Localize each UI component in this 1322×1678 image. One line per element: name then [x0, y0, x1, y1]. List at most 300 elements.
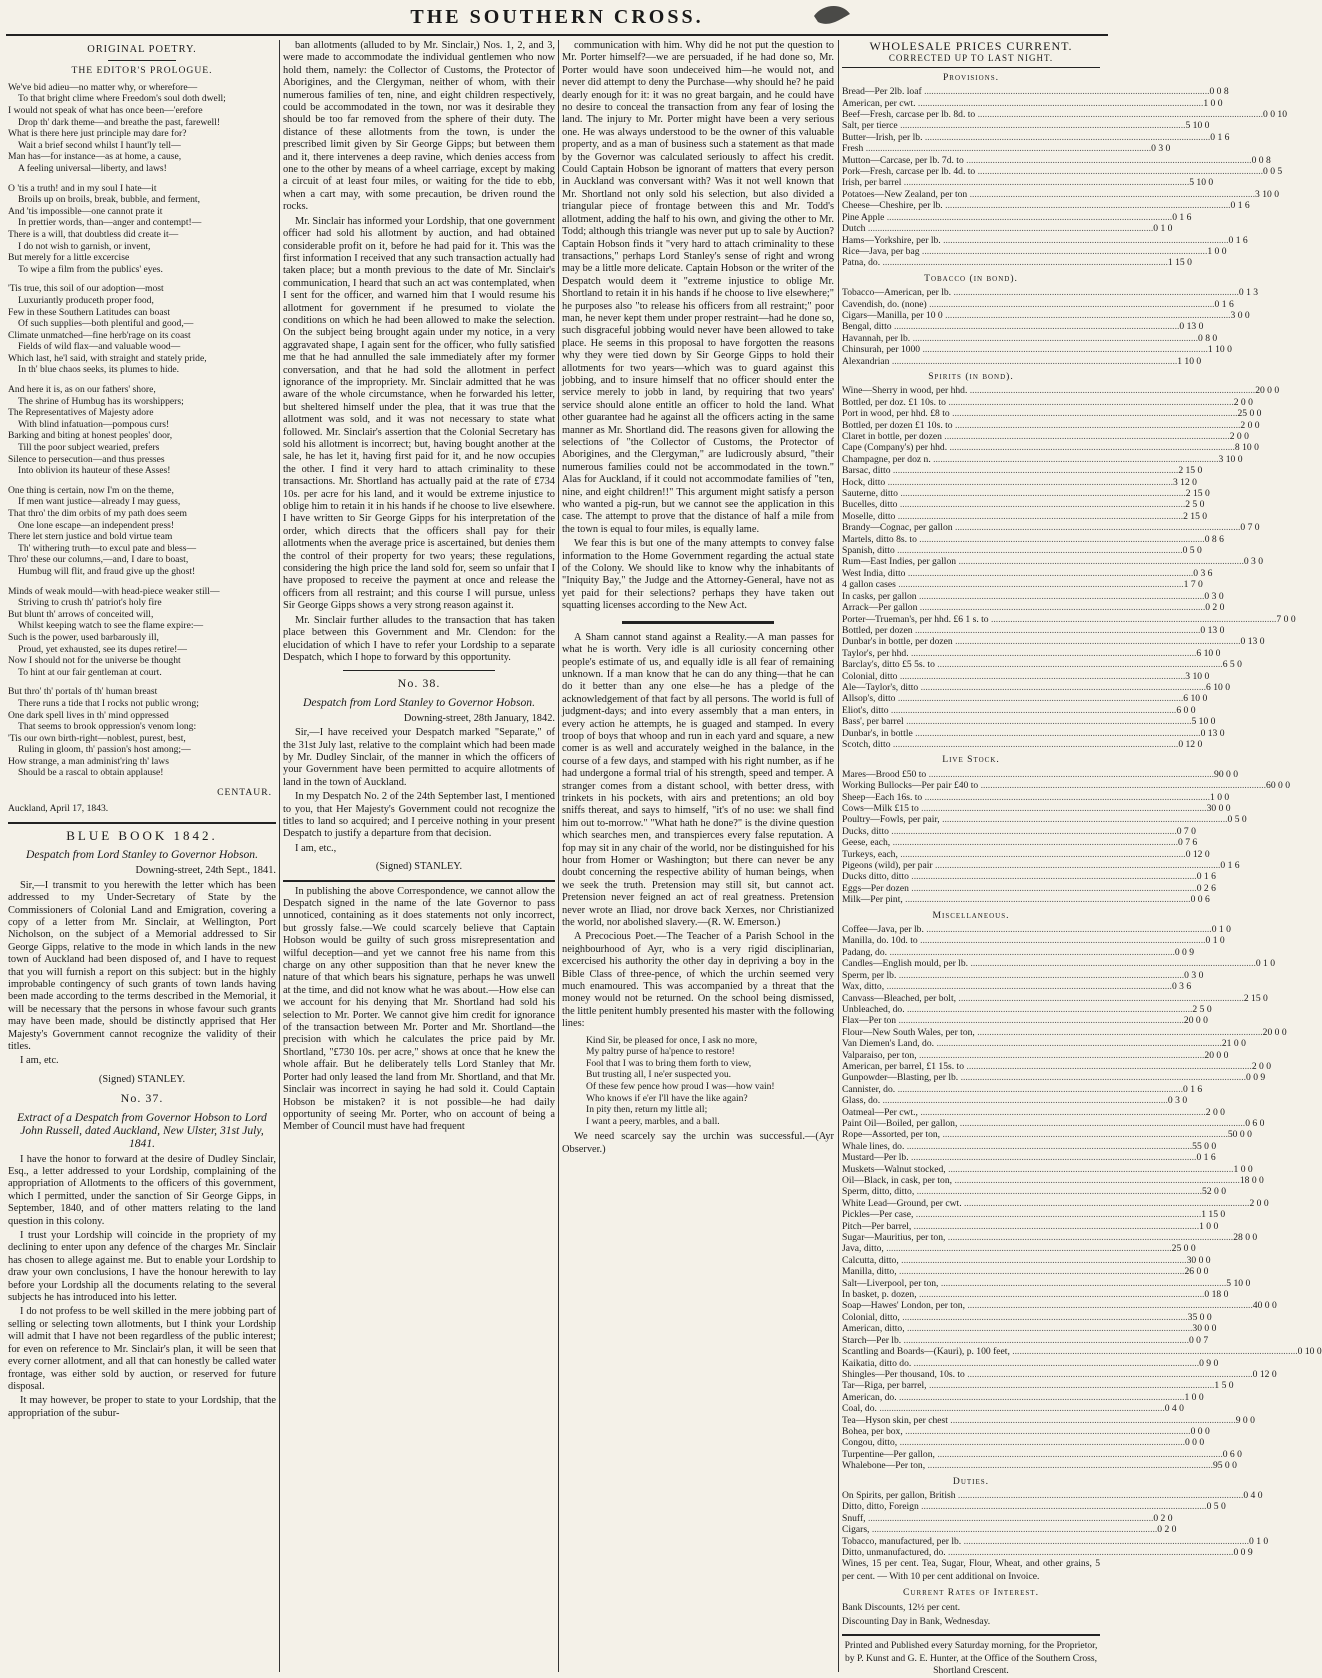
poem-stanza	[8, 384, 276, 477]
price-row	[842, 1163, 1253, 1175]
poem-line: Humbug will flit, and fraud give up the ghost!	[18, 565, 196, 577]
price-item: Chinsurah, per 1000 .....	[842, 344, 1208, 355]
price-item: Bottled, per dozen .....	[842, 625, 1200, 636]
price-row	[842, 309, 1250, 321]
despatch-body	[8, 880, 276, 1054]
poem-stanza	[8, 82, 276, 175]
price-item: Gunpowder—Blasting, per lb. .....	[842, 1072, 1246, 1083]
price-value: 0 0 5	[1263, 166, 1283, 178]
price-value: 0 6 0	[1245, 1117, 1265, 1129]
price-row	[842, 257, 1192, 269]
price-item: Beef—Fresh, carcase per lb. 8d. to .....	[842, 109, 1263, 120]
price-row	[842, 109, 1287, 121]
price-row	[842, 234, 1248, 246]
extract-body	[8, 1154, 276, 1421]
price-row	[842, 1266, 1209, 1278]
price-value: 21 0 0	[1221, 1038, 1246, 1050]
poem-line: Luxuriantly produceth proper food,	[18, 294, 154, 306]
poem-line: A feeling universal—liberty, and laws!	[18, 162, 167, 174]
price-value: 0 7 6	[1178, 837, 1198, 849]
price-item: Allsop's, ditto .....	[842, 693, 1183, 704]
price-item: Wax, ditto, .....	[842, 981, 1172, 992]
price-row	[842, 716, 1216, 728]
price-item: Bengal, ditto .....	[842, 321, 1179, 332]
price-value: 1 5 0	[1214, 1380, 1234, 1392]
price-value: 0 0 9	[1174, 946, 1195, 958]
price-row	[842, 1346, 1322, 1358]
price-value: 0 0 6	[1190, 894, 1210, 906]
article-end: We need scarcely say the urchin was successful.—(Ayr Observer.)	[562, 1131, 834, 1155]
price-item: Coffee—Java, per lb. .....	[842, 924, 1212, 935]
price-item: Geese, each, .....	[842, 837, 1178, 848]
price-item: Barsac, ditto .....	[842, 465, 1178, 476]
paragraph: Mr. Sinclair further alludes to the transaction that has taken place between this Government and Mr. Clendon: for the elucidation of which I have to refer your Lordship to a separate Despatch, which I hope to forward by this opportunity.	[283, 614, 555, 663]
masthead: THE SOUTHERN CROSS.	[410, 6, 704, 28]
price-item: Pickles—Per case, .....	[842, 1209, 1201, 1220]
price-row	[842, 1175, 1264, 1186]
price-value: 1 0 0	[1203, 97, 1223, 109]
poem-line: But thro' th' portals of th' human breast	[8, 686, 158, 698]
price-item: Sperm, per lb. .....	[842, 970, 1184, 981]
price-row	[842, 636, 1265, 648]
poem-line: Barking and biting at honest peoples' door,	[8, 430, 173, 442]
price-value: 0 18 0	[1204, 1289, 1229, 1301]
price-item: Eliot's, ditto .....	[842, 705, 1176, 716]
price-item: Working Bullocks—Per pair £40 to .....	[842, 780, 1266, 791]
price-value: 95 0 0	[1212, 1460, 1237, 1472]
price-row	[842, 1140, 1217, 1152]
price-value: 5 10 0	[1185, 120, 1210, 132]
price-value: 6 10 0	[1206, 681, 1230, 693]
price-item: Whalebone—Per ton, .....	[842, 1460, 1213, 1471]
price-item: Muskets—Walnut stocked, .....	[842, 1164, 1234, 1175]
item-number: No. 38.	[397, 676, 441, 691]
price-row	[842, 476, 1197, 488]
paragraph: Sir,—I have received your Despatch marked "Separate," of the 31st July last, relative to the complaint which had been made by Mr. Dudley Sinclair, of the manner in which the officers of your Government have been permitted to acquire allotments of land in the town of Auckland.	[283, 727, 555, 788]
poem-line: Minds of weak mould—with head-piece weaker still—	[8, 585, 220, 597]
price-item: Glass, do. .....	[842, 1095, 1168, 1106]
price-value: 0 13 0	[1179, 321, 1204, 333]
price-value: 0 13 0	[1240, 636, 1265, 648]
price-item: Starch—Per lb. .....	[842, 1335, 1189, 1346]
imprint: Printed and Published every Saturday morning, for the Proprietor, by P. Kunst and G. E. Hunter, at the Office of the Southern Cross, Shortland Crescent.	[842, 1634, 1100, 1677]
price-value: 60 0 0	[1266, 780, 1290, 792]
price-row	[842, 344, 1232, 356]
price-row	[842, 1547, 1253, 1558]
despatch-close: I am, etc.	[20, 1055, 59, 1067]
poem-line: The Representatives of Majesty adore	[8, 407, 154, 419]
price-item: Taylor's, per hhd. .....	[842, 648, 1196, 659]
price-value: 0 1 3	[1238, 287, 1259, 299]
price-value: 30 0 0	[1186, 1254, 1211, 1266]
price-item: Sauterne, ditto .....	[842, 488, 1186, 499]
poem-line: Striving to crush th' patriot's holy fire	[18, 597, 162, 609]
price-value: 2 0 0	[1229, 431, 1249, 442]
price-row	[842, 1300, 1277, 1312]
price-item: Poultry—Fowls, per pair, .....	[842, 814, 1228, 825]
price-item: Alexandrian .....	[842, 356, 1177, 367]
poem-line: There runs a tide that I rocks not public wrong;	[18, 697, 199, 709]
price-row	[842, 647, 1221, 659]
price-row	[842, 1083, 1203, 1095]
price-item: Sugar—Mauritius, per ton, .....	[842, 1232, 1233, 1243]
price-item: Coal, do. .....	[842, 1403, 1165, 1414]
price-item: Padang, do. .....	[842, 947, 1175, 958]
price-item: Pine Apple .....	[842, 212, 1172, 223]
price-value: 0 3 0	[1184, 969, 1204, 981]
price-value: 0 2 0	[1157, 1524, 1177, 1536]
price-row	[842, 442, 1259, 454]
price-value: 0 1 0	[1249, 1535, 1269, 1547]
price-value: 0 13 0	[1200, 624, 1225, 636]
price-item: Pitch—Per barrel, .....	[842, 1221, 1199, 1232]
price-item: Manilla, ditto, .....	[842, 1266, 1184, 1277]
price-item: Dutch .....	[842, 223, 1153, 234]
price-item: Milk—Per pint, .....	[842, 894, 1191, 905]
price-row	[842, 1368, 1277, 1380]
price-item: Claret in bottle, per dozen .....	[842, 431, 1230, 442]
price-row	[842, 120, 1210, 132]
price-item: Hock, ditto .....	[842, 477, 1173, 488]
price-row	[842, 1186, 1227, 1198]
price-row	[842, 1391, 1204, 1403]
price-row	[842, 871, 1216, 883]
poem-line: Should be a rascal to obtain applause!	[18, 767, 164, 779]
price-row	[842, 1129, 1252, 1141]
poem-line: Man has—for instance—as at home, a cause,	[8, 151, 182, 163]
price-item: Ale—Taylor's, ditto .....	[842, 682, 1206, 693]
price-value: 0 3 0	[1167, 1095, 1188, 1107]
poem-line: Climate unmatched—fine herb'rage on its coast	[8, 329, 191, 341]
price-row	[842, 177, 1214, 189]
price-item: Salt—Liverpool, per ton, .....	[842, 1278, 1226, 1289]
price-value: 0 0 9	[1246, 1072, 1266, 1084]
price-section-heading: Live Stock.	[942, 754, 1000, 766]
price-value: 0 0 0	[1190, 1425, 1210, 1437]
price-value: 6 0 0	[1176, 704, 1196, 716]
price-item: Dunbar's, in bottle .....	[842, 728, 1201, 739]
despatch-body	[283, 727, 555, 841]
poem-line: To that bright clime where Freedom's soul doth dwell;	[18, 93, 226, 105]
price-value: 0 1 6	[1214, 298, 1234, 310]
price-value: 0 6 0	[1222, 1448, 1242, 1460]
price-row	[842, 924, 1231, 936]
price-value: 50 0 0	[1227, 1129, 1252, 1141]
prices-title: WHOLESALE PRICES CURRENT.	[869, 39, 1073, 53]
price-value: 40 0 0	[1252, 1300, 1277, 1312]
paragraph: I do not profess to be well skilled in the mere jobbing part of selling or selecting town allotments, but I think your Lordship will admit that I have not been regardless of the public interest; for even on reference to Mr. Sinclair's plan, it will be seen that every corner allotment, and all that can honestly be called water frontage, was either sold by auction, or reserved for future disposal.	[8, 1306, 276, 1392]
price-value: 0 0 0	[1184, 1437, 1205, 1449]
price-item: Rum—East Indies, per gallon .....	[842, 556, 1244, 567]
price-row	[842, 624, 1225, 636]
price-value: 0 0 8	[1251, 154, 1271, 166]
paragraph: In my Despatch No. 2 of the 24th September last, I mentioned to you, that Her Majesty's Government could not recognize the titles to land so acquired; and I perceive nothing in your present Despatch to justify a departure from that decision.	[283, 791, 555, 840]
price-item: Barclay's, ditto £5 5s. to .....	[842, 659, 1223, 670]
price-value: 2 15 0	[1185, 488, 1210, 500]
price-value: 5 10 0	[1189, 177, 1214, 189]
price-value: 0 4 0	[1164, 1403, 1184, 1415]
price-item: Java, ditto, .....	[842, 1243, 1172, 1254]
price-item: Flour—New South Wales, per ton, .....	[842, 1027, 1263, 1038]
price-row	[842, 825, 1196, 837]
despatch-signature: (Signed) STANLEY.	[98, 1073, 186, 1085]
poem-line: One lone escape—an independent press!	[18, 519, 175, 531]
despatch-close: I am, etc.,	[295, 842, 337, 854]
poem-stanza	[8, 283, 276, 376]
price-row	[842, 1106, 1225, 1118]
ink-blot-icon	[812, 0, 852, 32]
price-row	[842, 1501, 1226, 1513]
price-row	[842, 946, 1195, 958]
price-value: 0 1 0	[1255, 958, 1276, 970]
poem-line: Now I should not for the universe be thought	[8, 655, 181, 667]
paragraph: I have the honor to forward at the desire of Dudley Sinclair, Esq., a letter addressed to your Lordship, complaining of the appropriation of Allotments to the officers of this government, which I permitted, under the sanction of Sir George Gipps, in September, 1840, and of other matters relating to the land question in this colony.	[8, 1153, 276, 1227]
price-section-heading: Provisions.	[942, 71, 1000, 83]
extract-title: Extract of a Despatch from Governor Hobson to Lord John Russell, dated Auckland, New Ulster, 31st July, 1841.	[17, 1110, 267, 1150]
divider	[622, 621, 774, 624]
poem-line: 'Tis true, this soil of our adoption—most	[8, 283, 164, 295]
price-value: 30 0 0	[1192, 1323, 1217, 1335]
price-row	[842, 681, 1230, 693]
price-item: Whale lines, do. .....	[842, 1141, 1192, 1152]
price-item: Bread—Per 2lb. loaf .....	[842, 86, 1209, 97]
price-row	[842, 1015, 1208, 1027]
poem	[8, 82, 276, 779]
price-item: Tobacco, manufactured, per lb. .....	[842, 1536, 1249, 1547]
price-row	[842, 556, 1264, 568]
price-item: Canvass—Bleached, per bolt, .....	[842, 993, 1244, 1004]
price-item: Soap—Hawes' London, per ton, .....	[842, 1300, 1253, 1311]
price-row	[842, 453, 1243, 465]
poem-title: THE EDITOR'S PROLOGUE.	[71, 65, 213, 77]
price-row	[842, 670, 1210, 682]
poem-line: I do not wish to garnish, or invent,	[18, 240, 151, 252]
price-row	[842, 1311, 1212, 1323]
price-item: Port in wood, per hhd. £8 to .....	[842, 408, 1237, 419]
price-row	[842, 1535, 1269, 1547]
price-value: 0 1 0	[1211, 924, 1231, 936]
despatch-title: Despatch from Lord Stanley to Governor Hobson.	[26, 848, 258, 862]
price-row	[842, 1220, 1219, 1232]
price-value: 0 3 6	[1193, 567, 1213, 579]
price-value: 52 0 0	[1202, 1186, 1227, 1198]
price-value: 25 0 0	[1237, 408, 1262, 420]
price-item: Colonial, ditto .....	[842, 671, 1185, 682]
price-value: 2 0 0	[1240, 419, 1260, 431]
price-value: 1 7 0	[1183, 579, 1203, 591]
poem-line: Into oblivion its hauteur of these Asses!	[18, 465, 171, 477]
price-row	[842, 613, 1296, 625]
price-item: Pork—Fresh, carcase per lb. 4d. to .....	[842, 166, 1263, 177]
price-item: Irish, per barrel .....	[842, 177, 1189, 188]
price-row	[842, 188, 1280, 200]
price-value: 0 3 6	[1171, 981, 1192, 993]
poem-line: 'Tis our own birth-right—noblest, purest, best,	[8, 732, 186, 744]
price-item: Snuff, .....	[842, 1513, 1153, 1524]
price-item: Mares—Brood £50 to .....	[842, 769, 1214, 780]
poem-line: Proud, yet exhausted, see its dupes retire!—	[18, 643, 187, 655]
price-item: Shingles—Per thousand, 10s. to .....	[842, 1369, 1253, 1380]
price-row	[842, 1289, 1229, 1301]
price-value: 90 0 0	[1214, 768, 1238, 780]
price-row	[842, 1425, 1210, 1437]
price-item: Ducks ditto, ditto .....	[842, 871, 1197, 882]
price-item: Mustard—Per lb. .....	[842, 1152, 1196, 1163]
price-row	[842, 1448, 1242, 1460]
price-item: Unbleached, do. .....	[842, 1004, 1192, 1015]
price-row	[842, 727, 1225, 739]
poem-line: Wait a brief second whilst I haunt'ly tell—	[18, 139, 181, 151]
poem-line: That thro' the dim orbits of my path does seem	[8, 508, 187, 519]
price-row	[842, 154, 1271, 166]
price-item: In basket, p. dozen, .....	[842, 1289, 1204, 1300]
poem-line: Silence to persecution—and thus presses	[8, 453, 165, 465]
poem-signature: CENTAUR.	[217, 787, 272, 799]
poem-line: Thro' these our columns,—and, I dare to boast,	[8, 554, 189, 566]
poem-line: What is there here just principle may dare for?	[8, 128, 187, 140]
price-row	[842, 1117, 1265, 1129]
duties-note: Wines, 15 per cent. Tea, Sugar, Flour, Wheat, and other grains, 5 per cent. — With 10 per cent additional on Invoice.	[842, 1558, 1100, 1582]
price-item: Cows—Milk £15 to .....	[842, 803, 1207, 814]
bluebook-heading: BLUE BOOK 1842.	[66, 827, 218, 843]
price-item: Cavendish, do. (none) .....	[842, 299, 1215, 310]
price-item: Turpentine—Per gallon, .....	[842, 1449, 1223, 1460]
price-value: 18 0 0	[1239, 1175, 1264, 1186]
price-value: 0 1 6	[1183, 1083, 1203, 1095]
price-value: 0 7 0	[1176, 825, 1196, 837]
column-rule	[279, 40, 280, 1672]
price-row	[842, 659, 1242, 671]
price-value: 1 0 0	[1233, 1163, 1253, 1175]
divider	[8, 822, 276, 824]
price-table	[842, 71, 1322, 1559]
price-value: 28 0 0	[1233, 1232, 1258, 1244]
price-value: 0 1 0	[1205, 935, 1225, 947]
price-value: 1 10 0	[1207, 344, 1232, 356]
price-section-heading: Duties.	[952, 1475, 990, 1487]
price-row	[842, 1437, 1205, 1449]
prices-subtitle: CORRECTED UP TO LAST NIGHT.	[842, 52, 1100, 67]
editorial-body	[283, 886, 555, 1134]
price-row	[842, 1489, 1263, 1501]
interest-rows	[842, 1602, 1100, 1629]
price-value: 20 0 0	[1183, 1015, 1208, 1027]
price-item: Rope—Assorted, per ton, .....	[842, 1129, 1228, 1140]
price-row	[842, 396, 1253, 408]
price-row	[842, 882, 1216, 894]
price-item: Salt, per tierce .....	[842, 120, 1185, 131]
price-value: 1 0 0	[1207, 245, 1227, 257]
price-row	[842, 693, 1208, 705]
price-section-heading: Tobacco (in bond).	[924, 272, 1018, 284]
price-row	[842, 298, 1234, 310]
paragraph: We fear this is but one of the many attempts to convey false information to the Home Government regarding the actual state of the Colony. We should like to know why the inhabitants of "Iniquity Bay," the Judge and the Attorney-General, have not as yet paid for their selections? perhaps they have taken out squatting licenses according to the New Act.	[562, 538, 834, 612]
price-value: 0 1 6	[1230, 200, 1250, 212]
price-row	[842, 408, 1262, 420]
price-row	[842, 200, 1250, 212]
price-item: Cheese—Cheshire, per lb. .....	[842, 200, 1231, 211]
price-item: Havannah, per lb. .....	[842, 333, 1198, 344]
article-body	[283, 40, 555, 664]
column-3	[562, 40, 834, 1670]
price-value: 1 0 0	[1210, 791, 1230, 803]
verse-line: My paltry purse of ha'pence to restore!	[586, 1046, 735, 1058]
price-item: Ditto, ditto, Foreign .....	[842, 1501, 1207, 1512]
price-row	[842, 1357, 1219, 1369]
price-value: 0 1 6	[1220, 860, 1240, 872]
price-section-heading: Spirits (in bond).	[928, 370, 1014, 382]
column-1	[8, 40, 276, 1670]
paragraph: communication with him. Why did he not put the question to Mr. Porter himself?—we are persuaded, if he had done so, Mr. Porter would have soon undeceived him—he would not, and never did attempt to deny the Purchase—why should he? he paid dearly enough for it: it was no great bargain, and he could have no desire to conceal the transaction from any fear of losing the land. The injury to Mr. Porter might have been a very serious one. He was always understood to be the owner of this valuable property, and as a man of business such a statement as that made by the Governor was calculated seriously to affect his credit. Could Captain Hobson be ignorant of matters that every person in Auckland was conversant with? Was it not well known that Mr. Shortland not only sold his selection, but also divided a triangular piece of frontage between this and Mr. Todd's allotment, adding the half to his own, and giving the other to Mr. Todd; although this triangle was never put up to sale by Auction? Captain Hobson finds it "very hard to attach criminality to these transactions," perhaps Lord Stanley's sense of right and wrong may be a little more delicate. Captain Hobson or the writer of the Despatch would deem it "extreme injustice to oblige Mr. Shortland to retain it in his hands if he choose to live elsewhere;" he purposes also "to release his officers from all restraint;" poor man, he never kept them under proper restraint—had he done so, such disgraceful jobbing would never have been allowed to take place. He seems in this proposal to have forgotten the reasons why they were tied down by Sir George Gipps to hold their allotments for two years—which was to guard against this jobbing, and to insure himself that no officer should enter the service merely to jobb in land, by requiring that two years' service should alone entitle an officer to hold the land. What other guarantee had he against all the officers acting in the same manner as Mr. Shortland did. The reasons given for allowing the selections of "the Collector of Customs, the Protector of Aborigines, and the Clergyman," are ludicrously absurd, "their numerous families could not be accommodated in the town." Alas for Auckland, if it could not accommodate families of "ten, nine, and eight children!!" This argument might satisfy a person who wanted a pig-run, but we cannot see the application in this case. The attempt to prove that the distance of half a mile from the town is equal to four miles, is equally lame.	[562, 40, 834, 535]
price-item: Eggs—Per dozen .....	[842, 883, 1197, 894]
verse-line: In pity then, return my little all;	[586, 1104, 708, 1116]
price-value: 0 5 0	[1227, 814, 1247, 826]
price-item: Kaikatia, ditto do. .....	[842, 1358, 1199, 1369]
price-value: 3 10 0	[1218, 453, 1243, 465]
price-value: 3 10 0	[1185, 670, 1210, 682]
verse-line: I want a peery, marbles, and a ball.	[586, 1115, 720, 1127]
price-value: 20 0 0	[1204, 1049, 1229, 1061]
divider	[108, 60, 176, 61]
price-row	[842, 1243, 1196, 1255]
price-item: Manilla, do. 10d. to .....	[842, 935, 1206, 946]
price-item: Wine—Sherry in wood, per hhd. .....	[842, 385, 1255, 396]
poem-line: Few in these Southern Latitudes can boast	[8, 306, 170, 318]
poem-stanza	[8, 183, 276, 276]
price-row	[842, 1334, 1209, 1346]
price-value: 0 12 0	[1252, 1368, 1277, 1380]
price-item: American, ditto, .....	[842, 1323, 1192, 1334]
price-section-heading: Miscellaneous.	[932, 909, 1010, 921]
price-item: Cigars—Manilla, per 10 0 .....	[842, 310, 1231, 321]
price-item: Tobacco—American, per lb. .....	[842, 287, 1239, 298]
interest-row: Discounting Day in Bank, Wednesday.	[842, 1616, 991, 1628]
price-row	[842, 1049, 1229, 1061]
price-row	[842, 602, 1225, 614]
price-item: Paint Oil—Boiled, per gallon, .....	[842, 1118, 1245, 1129]
poem-line: But blunt th' arrows of conceited will,	[8, 608, 154, 620]
price-value: 0 0 8	[1209, 86, 1229, 98]
price-value: 0 5 0	[1182, 545, 1202, 557]
price-value: 2 5 0	[1185, 499, 1205, 511]
price-value: 5 10 0	[1191, 716, 1216, 728]
price-row	[842, 287, 1259, 299]
poem-line: The shrine of Humbug has its worshippers;	[18, 395, 184, 407]
interest-row: Bank Discounts, 12½ per cent.	[842, 1601, 961, 1613]
price-item: American, per barrel, £1 15s. to .....	[842, 1061, 1252, 1072]
price-row	[842, 431, 1249, 442]
price-row	[842, 567, 1213, 579]
price-item: Tea—Hyson skin, per chest .....	[842, 1415, 1236, 1426]
price-row	[842, 499, 1205, 511]
price-item: Butter—Irish, per lb. .....	[842, 132, 1210, 143]
price-item: Bottled, per dozen £1 10s. to .....	[842, 420, 1240, 431]
price-item: Potatoes—New Zealand, per ton .....	[842, 189, 1255, 200]
price-value: 6 10 0	[1183, 693, 1208, 705]
despatch-title: Despatch from Lord Stanley to Governor Hobson.	[303, 695, 535, 709]
paragraph: I trust your Lordship will coincide in the propriety of my declining to enter upon any defence of the charges Mr. Sinclair has chosen to allege against me. But to enable your Lordship to draw your own conclusions, I have the honour herewith to lay before your Lordship all the documents relating to the several subjects he has introduced into his letter.	[8, 1230, 276, 1304]
column-2	[283, 40, 555, 1670]
price-item: Moselle, ditto .....	[842, 511, 1183, 522]
price-row	[842, 86, 1229, 98]
price-value: 8 10 0	[1234, 442, 1259, 454]
verse-line: Who knows if e'er I'll have the like again?	[586, 1092, 748, 1104]
paragraph: Sir,—I transmit to you herewith the letter which has been addressed to my Under-Secretary of State by the Commissioners of Colonial Land and Emigration, covering a copy of a letter from Mr. Sinclair, at Wellington, Port Nicholson, on the subject of a Memorial addressed to Sir George Gipps, relative to the mode in which lands in the new town of Auckland had been disposed of, and I have to request that you will furnish a report on this subject: but in the highly improbable contingency of such grants of town lands having been made according to the terms described in the Memorial, it will be necessary that the persons in whose favour such grants may have been made, should be distinctly apprised that Her Majesty's Government cannot recognize the validity of their titles.	[8, 879, 276, 1052]
poem-line: One thing is certain, now I'm on the theme,	[8, 484, 174, 496]
price-value: 0 10 0	[1297, 1346, 1322, 1358]
price-value: 2 0 0	[1205, 1106, 1225, 1118]
price-value: 0 13 0	[1200, 727, 1225, 739]
